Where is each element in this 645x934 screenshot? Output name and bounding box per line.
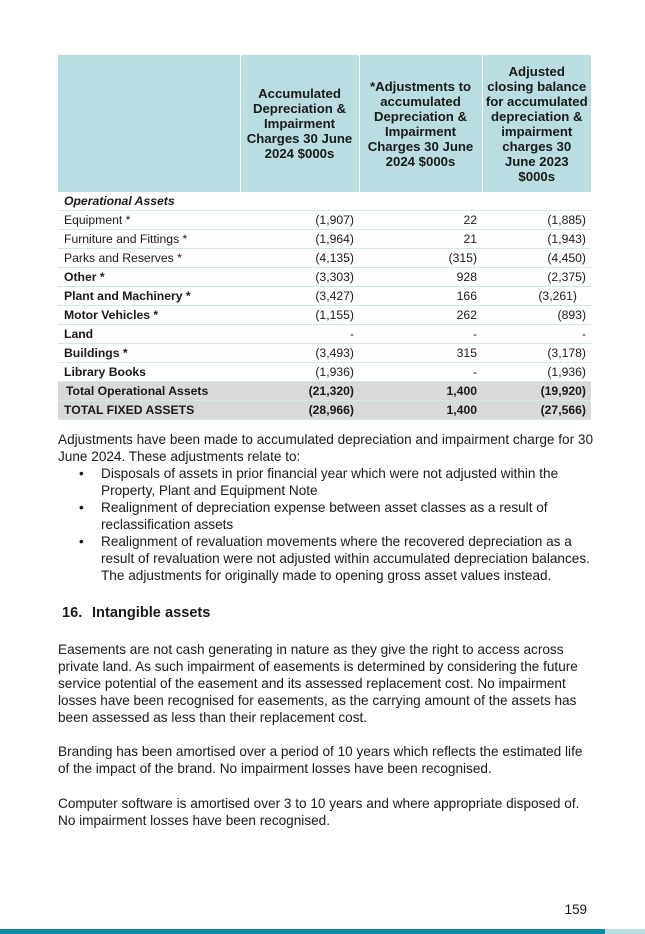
- cell-adjustment: -: [359, 325, 482, 344]
- depreciation-table-container: [58, 55, 591, 420]
- total-operational-adjusted: (19,920): [482, 382, 591, 401]
- table-row: [58, 344, 591, 363]
- total-fixed-adjustment: 1,400: [359, 401, 482, 420]
- cell-adjusted: (893): [482, 306, 591, 325]
- cell-adjustment: 21: [359, 230, 482, 249]
- cell-accumulated: (3,303): [240, 268, 359, 287]
- adjustments-intro: Adjustments have been made to accumulated depreciation and impairment charge for 30 June 2024. These adjustments relate to:: [58, 432, 594, 464]
- table-row: [58, 268, 591, 287]
- section-heading: [62, 605, 210, 621]
- bullet-icon: •: [79, 500, 84, 515]
- cell-accumulated: (3,493): [240, 344, 359, 363]
- cell-accumulated: (3,427): [240, 287, 359, 306]
- cell-adjusted: (3,261): [482, 287, 591, 306]
- cell-adjustment: 928: [359, 268, 482, 287]
- depreciation-table: [58, 55, 591, 420]
- table-row: [58, 249, 591, 268]
- row-label: Furniture and Fittings *: [58, 230, 240, 249]
- table-row: [58, 230, 591, 249]
- cell-adjustment: (315): [359, 249, 482, 268]
- cell-accumulated: -: [240, 325, 359, 344]
- total-operational-row: [58, 382, 591, 401]
- cell-adjustment: 22: [359, 211, 482, 230]
- footer-bar: [0, 929, 645, 934]
- paragraph-branding: [58, 743, 593, 777]
- paragraph-text: Easements are not cash generating in nature as they give the right to access across private land. As such impairment of easements is determined by considering the future service potential of the easement and its assessed replacement cost. No impairment losses have been recognised for easements, as the carrying amount of the assets has been assessed as less than their replacement cost.: [58, 642, 578, 725]
- cell-accumulated: (1,964): [240, 230, 359, 249]
- adjustments-section: [58, 431, 593, 584]
- list-item: [58, 533, 593, 584]
- table-row: [58, 325, 591, 344]
- total-operational-adjustment: 1,400: [359, 382, 482, 401]
- header-adjusted-closing-balance: Adjusted closing balance for accumulated depreciation & impairment charges 30 June 2023 $000s: [482, 55, 591, 192]
- table-row: [58, 287, 591, 306]
- row-label: Parks and Reserves *: [58, 249, 240, 268]
- list-item-text: Disposals of assets in prior financial year which were not adjusted within the Property, Plant and Equipment Note: [101, 466, 559, 498]
- cell-adjustment: -: [359, 363, 482, 382]
- total-operational-label: Total Operational Assets: [58, 382, 240, 401]
- cell-adjusted: -: [482, 325, 591, 344]
- total-fixed-label: TOTAL FIXED ASSETS: [58, 401, 240, 420]
- row-label: Motor Vehicles *: [58, 306, 240, 325]
- row-label: Buildings *: [58, 344, 240, 363]
- cell-adjusted: (2,375): [482, 268, 591, 287]
- header-accumulated-depreciation: Accumulated Depreciation & Impairment Charges 30 June 2024 $000s: [240, 55, 359, 192]
- page-number: 159: [564, 902, 587, 917]
- table-row: [58, 363, 591, 382]
- header-blank: [58, 55, 240, 192]
- list-item-text: Realignment of depreciation expense between asset classes as a result of reclassification assets: [101, 500, 548, 532]
- row-label: Equipment *: [58, 211, 240, 230]
- header-adjustments: *Adjustments to accumulated Depreciation & Impairment Charges 30 June 2024 $000s: [359, 55, 482, 192]
- cell-accumulated: (4,135): [240, 249, 359, 268]
- cell-accumulated: (1,936): [240, 363, 359, 382]
- section-label: Operational Assets: [58, 192, 591, 211]
- paragraph-software: [58, 795, 593, 829]
- cell-adjustment: 262: [359, 306, 482, 325]
- table-row: [58, 306, 591, 325]
- cell-adjusted: (1,936): [482, 363, 591, 382]
- cell-adjusted: (1,943): [482, 230, 591, 249]
- total-fixed-adjusted: (27,566): [482, 401, 591, 420]
- paragraph-text: Branding has been amortised over a period of 10 years which reflects the estimated life of the impact of the brand. No impairment losses have been recognised.: [58, 744, 583, 776]
- list-item: [58, 499, 593, 533]
- paragraph-text: Computer software is amortised over 3 to 10 years and where appropriate disposed of. No impairment losses have been recognised.: [58, 796, 580, 828]
- row-label: Land: [58, 325, 240, 344]
- table-row: [58, 211, 591, 230]
- cell-adjustment: 315: [359, 344, 482, 363]
- bullet-icon: •: [79, 534, 84, 549]
- total-fixed-assets-row: [58, 401, 591, 420]
- cell-adjustment: 166: [359, 287, 482, 306]
- paragraph-easements: [58, 641, 593, 726]
- table-header-row: [58, 55, 591, 192]
- list-item: [58, 465, 593, 499]
- total-fixed-accumulated: (28,966): [240, 401, 359, 420]
- cell-accumulated: (1,155): [240, 306, 359, 325]
- total-operational-accumulated: (21,320): [240, 382, 359, 401]
- cell-adjusted: (4,450): [482, 249, 591, 268]
- row-label: Library Books: [58, 363, 240, 382]
- adjustments-list: [58, 465, 593, 584]
- section-row: [58, 192, 591, 211]
- cell-adjusted: (1,885): [482, 211, 591, 230]
- cell-accumulated: (1,907): [240, 211, 359, 230]
- list-item-text: Realignment of revaluation movements where the recovered depreciation as a result of revaluation were not adjusted within accumulated depreciation balances. The adjustments for originally made to opening gross asset values instead.: [101, 534, 590, 583]
- row-label: Plant and Machinery *: [58, 287, 240, 306]
- row-label: Other *: [58, 268, 240, 287]
- bullet-icon: •: [79, 466, 84, 481]
- footer-bar-accent: [605, 929, 645, 934]
- cell-adjusted: (3,178): [482, 344, 591, 363]
- section-title: Intangible assets: [92, 605, 211, 621]
- section-number: 16.: [62, 605, 83, 621]
